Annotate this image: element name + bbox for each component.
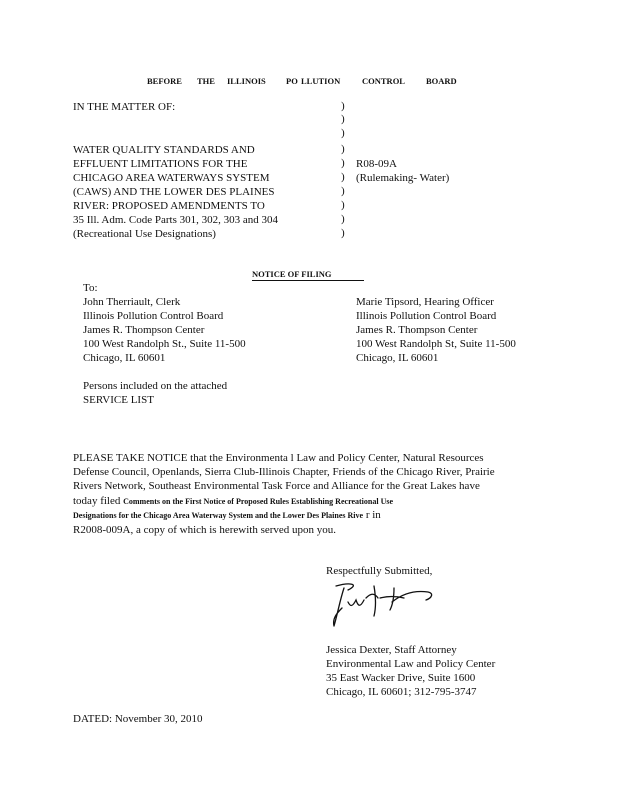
paren: )	[341, 157, 345, 169]
closing: Respectfully Submitted,	[326, 565, 433, 577]
paren: )	[341, 171, 345, 183]
recipient-line: Illinois Pollution Control Board	[83, 310, 224, 322]
paren: )	[341, 227, 345, 239]
case-title-line: (Recreational Use Designations)	[73, 228, 216, 240]
signer-line: Jessica Dexter, Staff Attorney	[326, 644, 457, 656]
header-word: PO	[286, 76, 298, 86]
paren: )	[341, 100, 345, 112]
header-word: BEFORE	[147, 76, 182, 86]
service-line: SERVICE LIST	[83, 394, 154, 406]
recipient-line: John Therriault, Clerk	[83, 296, 181, 308]
header-word: ILLINOIS	[227, 76, 266, 86]
service-line: Persons included on the attached	[83, 380, 228, 392]
paren: )	[341, 143, 345, 155]
to-label: To:	[83, 282, 98, 294]
paren: )	[341, 199, 345, 211]
case-title-line: CHICAGO AREA WATERWAYS SYSTEM	[73, 172, 270, 184]
case-title-line: RIVER: PROPOSED AMENDMENTS TO	[73, 200, 265, 212]
case-title-line: WATER QUALITY STANDARDS AND	[73, 144, 255, 156]
dated: DATED: November 30, 2010	[73, 713, 203, 725]
signer-line: 35 East Wacker Drive, Suite 1600	[326, 672, 476, 684]
header-word: THE	[197, 76, 215, 86]
recipient-line: Chicago, IL 60601	[83, 352, 166, 364]
recipient-line: James R. Thompson Center	[83, 324, 205, 336]
body-line: Designations for the Chicago Area Waterway System and the Lower Des Plaines Rive r in	[73, 509, 381, 521]
recipient-line: 100 West Randolph St, Suite 11-500	[356, 338, 516, 350]
paren: )	[341, 127, 345, 139]
paren: )	[341, 213, 345, 225]
body-line: Rivers Network, Southeast Environmental Task Force and Alliance for the Great Lakes have	[73, 480, 480, 492]
notice-title: NOTICE OF FILING	[252, 269, 332, 279]
body-line: R2008-009A, a copy of which is herewith served upon you.	[73, 524, 337, 536]
header-word: CONTROL	[362, 76, 405, 86]
header-word: LLUTION	[301, 76, 341, 86]
case-title-line: EFFLUENT LIMITATIONS FOR THE	[73, 158, 248, 170]
case-title-line: (CAWS) AND THE LOWER DES PLAINES	[73, 186, 275, 198]
filing-title: Comments on the First Notice of Proposed Rules Establishing Recreational Use	[123, 497, 394, 506]
signer-line: Environmental Law and Policy Center	[326, 658, 496, 670]
docket-type: (Rulemaking- Water)	[356, 172, 450, 184]
body-line: today filed Comments on the First Notice of Proposed Rules Establishing Recreational Use	[73, 495, 394, 507]
body-line: PLEASE TAKE NOTICE that the Environmenta l Law and Policy Center, Natural Resources	[73, 452, 484, 464]
signer-line: Chicago, IL 60601; 312-795-3747	[326, 686, 477, 698]
signature-image	[330, 578, 440, 630]
recipient-line: James R. Thompson Center	[356, 324, 478, 336]
body-line: Defense Council, Openlands, Sierra Club-Illinois Chapter, Friends of the Chicago River, Prairie	[73, 466, 495, 478]
recipient-line: 100 West Randolph St., Suite 11-500	[83, 338, 246, 350]
recipient-line: Chicago, IL 60601	[356, 352, 439, 364]
header-word: BOARD	[426, 76, 457, 86]
filing-title: Designations for the Chicago Area Waterway System and the Lower Des Plaines Rive	[73, 511, 364, 520]
paren: )	[341, 185, 345, 197]
paren: )	[341, 113, 345, 125]
recipient-line: Illinois Pollution Control Board	[356, 310, 497, 322]
docket-number: R08-09A	[356, 158, 397, 170]
recipient-line: Marie Tipsord, Hearing Officer	[356, 296, 494, 308]
in-the-matter: IN THE MATTER OF:	[73, 101, 176, 113]
notice-underline	[252, 280, 364, 281]
case-title-line: 35 Ill. Adm. Code Parts 301, 302, 303 and 304	[73, 214, 279, 226]
